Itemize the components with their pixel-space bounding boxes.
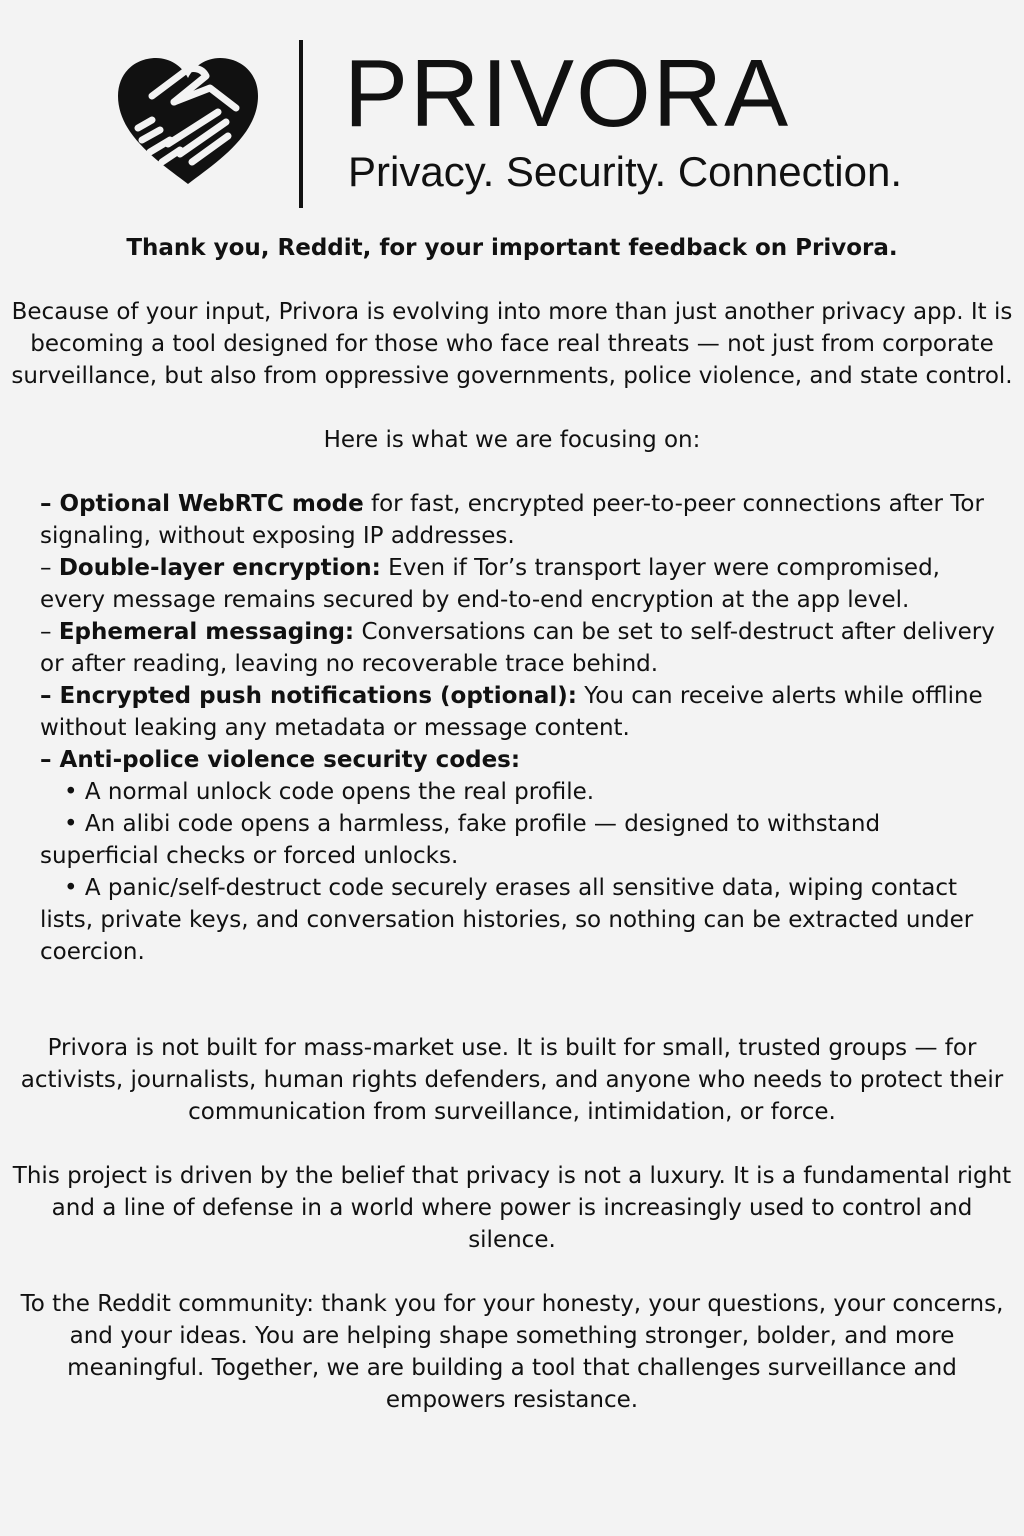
feature-item — [40, 488, 1000, 552]
feature-title: Optional WebRTC mode — [59, 491, 364, 517]
feature-prefix: – — [40, 555, 59, 581]
brand-divider — [299, 40, 303, 208]
feature-text: for fast, encrypted peer-to-peer connections after Tor signaling, without exposing IP addresses. — [40, 491, 984, 549]
focus-label: Here is what we are focusing on: — [323, 427, 701, 453]
feature-text: Conversations can be set to self-destruct after delivery or after reading, leaving no recoverable trace behind. — [40, 619, 995, 677]
header — [0, 38, 1024, 210]
feature-text: Even if Tor’s transport layer were compromised, every message remains secured by end-to-end encryption at the app level. — [40, 555, 940, 613]
feature-prefix: – — [40, 683, 60, 709]
feature-text: You can receive alerts while offline without leaking any metadata or message content. — [40, 683, 983, 741]
feature-title: Anti-police violence security codes: — [59, 747, 521, 773]
feature-item — [40, 744, 1000, 968]
security-code-item: • An alibi code opens a harmless, fake profile — designed to withstand superficial checks or forced unlocks. — [40, 811, 881, 869]
feature-item — [40, 552, 1000, 616]
feature-title: Double-layer encryption: — [58, 555, 381, 581]
feature-list — [40, 488, 1000, 968]
security-code-list — [40, 776, 1000, 968]
feature-prefix: – — [40, 747, 60, 773]
heading: Thank you, Reddit, for your important feedback on Privora. — [126, 235, 898, 261]
feature-title: Ephemeral messaging: — [58, 619, 355, 645]
feature-prefix: – — [40, 491, 60, 517]
feature-item — [40, 616, 1000, 680]
intro-paragraph: Because of your input, Privora is evolving into more than just another privacy app. It is becoming a tool designed for those who face real threats — not just from corporate surveillance, but also from oppressive governments, police violence, and state control. — [11, 299, 1013, 389]
closing-paragraph: This project is driven by the belief that privacy is not a luxury. It is a fundamental right and a line of defense in a world where power is increasingly used to control and silence. — [12, 1163, 1012, 1253]
feature-item — [40, 680, 1000, 744]
closing-paragraph: Privora is not built for mass-market use. It is built for small, trusted groups — for activists, journalists, human rights defenders, and anyone who needs to protect their communication from surveillance, intimidation, or force. — [20, 1035, 1004, 1125]
security-code-item: • A panic/self-destruct code securely erases all sensitive data, wiping contact lists, private keys, and conversation histories, so nothing can be extracted under coercion. — [40, 875, 974, 965]
brand-tagline: Privacy. Security. Connection. — [348, 148, 902, 195]
letter-body — [8, 232, 1016, 1416]
brand-name: PRIVORA — [344, 40, 791, 147]
security-code-item: • A normal unlock code opens the real profile. — [64, 779, 595, 805]
feature-prefix: – — [40, 619, 59, 645]
closing-paragraph: To the Reddit community: thank you for your honesty, your questions, your concerns, and your ideas. You are helping shape something stronger, bolder, and more meaningful. Together, we are building a tool that challenges surveillance and empowers resistance. — [20, 1291, 1004, 1413]
section-spacer — [8, 968, 1016, 1032]
heart-handshake-icon — [114, 56, 262, 188]
feature-title: Encrypted push notifications (optional): — [59, 683, 577, 709]
